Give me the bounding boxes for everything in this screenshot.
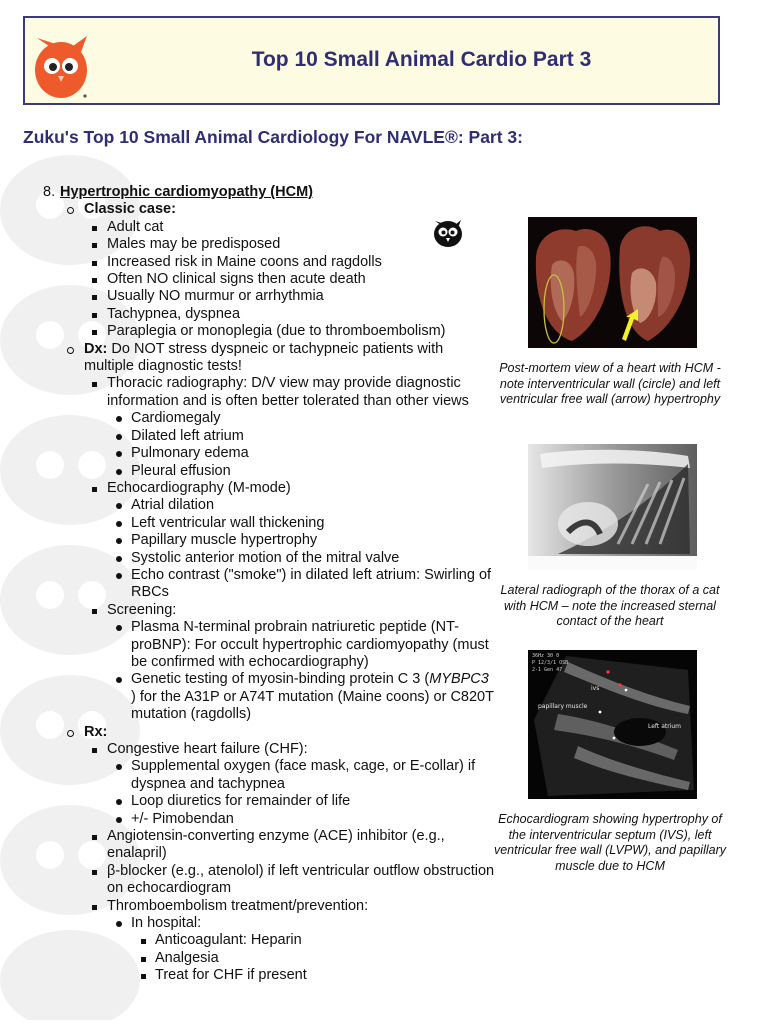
list-item: [0, 741, 495, 758]
list-item: [0, 375, 495, 410]
list-item-text: Echo contrast ("smoke") in dilated left atrium: Swirling of RBCs: [131, 566, 492, 601]
square-bullet-icon: [92, 487, 97, 492]
disc-bullet-icon: [116, 416, 122, 422]
list-item: [0, 758, 495, 793]
list-item: [0, 410, 495, 427]
disc-bullet-icon: [116, 451, 122, 457]
list-item: [0, 863, 495, 898]
square-bullet-icon: [141, 939, 146, 944]
disc-bullet-icon: [116, 764, 122, 770]
square-bullet-icon: [92, 382, 97, 387]
circle-bullet-icon: [67, 347, 74, 354]
list-item-text: In hospital:: [131, 915, 202, 932]
list-item-text: Left ventricular wall thickening: [131, 514, 325, 531]
disc-bullet-icon: [116, 921, 122, 927]
list-item-text: β-blocker (e.g., atenolol) if left ventricular outflow obstruction on echocardiogram: [107, 862, 495, 897]
list-item: [0, 932, 495, 949]
list-item: [0, 254, 495, 271]
list-item-text: Screening:: [107, 601, 177, 618]
list-item: [0, 602, 495, 619]
gene-name: MYBPC3: [429, 671, 489, 688]
list-item-text: Congestive heart failure (CHF):: [107, 741, 308, 757]
list-item: [0, 219, 495, 236]
list-item: [0, 497, 495, 514]
disc-bullet-icon: [116, 677, 122, 683]
disc-bullet-icon: [116, 538, 122, 544]
square-bullet-icon: [92, 609, 97, 614]
disc-bullet-icon: [116, 521, 122, 527]
svg-text:P 12/3/1 OSB: P 12/3/1 OSB: [532, 660, 569, 666]
square-bullet-icon: [92, 261, 97, 266]
list-item: [0, 201, 495, 218]
list-item: [0, 532, 495, 549]
list-item: [0, 515, 495, 532]
list-item-text: Loop diuretics for remainder of life: [131, 793, 351, 810]
echo-label-papillary: papillary muscle: [538, 703, 588, 710]
list-item-text: +/- Pimobendan: [131, 810, 234, 827]
list-item: [0, 184, 495, 201]
list-item: [0, 288, 495, 305]
disc-bullet-icon: [116, 469, 122, 475]
list-item: [0, 550, 495, 567]
disc-bullet-icon: [116, 573, 122, 579]
square-bullet-icon: [92, 295, 97, 300]
square-bullet-icon: [141, 974, 146, 979]
disc-bullet-icon: [116, 503, 122, 509]
circle-bullet-icon: [67, 207, 74, 214]
list-item-text: Dilated left atrium: [131, 427, 244, 444]
list-item: [0, 793, 495, 810]
square-bullet-icon: [92, 243, 97, 248]
list-item-text: Adult cat: [107, 218, 164, 235]
list-item-text: Supplemental oxygen (face mask, cage, or E-collar) if dyspnea and tachypnea: [131, 758, 476, 792]
list-item-text: Pulmonary edema: [131, 445, 249, 462]
list-item-text: Papillary muscle hypertrophy: [131, 532, 318, 549]
svg-text:2-1 Gen 47: 2-1 Gen 47: [532, 667, 563, 673]
dx-label: Dx:: [84, 340, 108, 357]
list-item-text: ) for the A31P or A74T mutation (Maine coons) or C820T mutation (ragdolls): [131, 688, 494, 723]
echocardiogram-image: [528, 650, 697, 799]
figure-caption-heart: Post-mortem view of a heart with HCM - note interventricular wall (circle) and left ventricular free wall (arrow) hypertrophy: [499, 361, 721, 406]
square-bullet-icon: [92, 748, 97, 753]
list-item: [0, 236, 495, 253]
section-heading: Zuku's Top 10 Small Animal Cardiology For NAVLE®: Part 3:: [23, 127, 523, 147]
svg-text:36Hz 30 0: 36Hz 30 0: [532, 653, 560, 659]
list-item: [0, 828, 495, 863]
list-number: 8.: [43, 184, 56, 200]
list-item: [0, 323, 495, 340]
list-item-text: Cardiomegaly: [131, 410, 221, 427]
disc-bullet-icon: [116, 434, 122, 440]
list-item-text: Atrial dilation: [131, 497, 215, 514]
hcm-title: Hypertrophic cardiomyopathy (HCM): [60, 184, 313, 200]
list-item: [0, 271, 495, 288]
list-item: [0, 306, 495, 323]
square-bullet-icon: [92, 870, 97, 875]
list-item: [0, 898, 495, 915]
square-bullet-icon: [92, 835, 97, 840]
page-header: [23, 16, 720, 105]
square-bullet-icon: [92, 226, 97, 231]
dx-text: Do NOT stress dyspneic or tachypneic patients with multiple diagnostic tests!: [84, 340, 444, 375]
classic-case-label: Classic case:: [84, 201, 176, 218]
list-item: [0, 671, 495, 723]
list-item: [0, 619, 495, 671]
list-item-text: Systolic anterior motion of the mitral valve: [131, 549, 400, 566]
list-item-text: Echocardiography (M-mode): [107, 479, 291, 496]
lateral-radiograph-image: [528, 444, 697, 570]
list-item: [0, 445, 495, 462]
square-bullet-icon: [92, 313, 97, 318]
list-item: [0, 428, 495, 445]
list-item-text: Treat for CHF if present: [155, 967, 307, 984]
disc-bullet-icon: [116, 556, 122, 562]
list-item-text: Thoracic radiography: D/V view may provide diagnostic information and is often better tolerated than other views: [107, 375, 469, 409]
rx-label: Rx:: [84, 723, 108, 740]
list-item: [0, 950, 495, 967]
list-item-text: Analgesia: [155, 949, 219, 966]
square-bullet-icon: [92, 278, 97, 283]
list-item: [0, 463, 495, 480]
circle-bullet-icon: [67, 730, 74, 737]
square-bullet-icon: [92, 905, 97, 910]
list-item-text: Genetic testing of myosin-binding protein C 3 (: [131, 671, 430, 688]
list-item-text: Increased risk in Maine coons and ragdolls: [107, 253, 382, 270]
list-item: [0, 567, 495, 602]
postmortem-heart-image: [528, 217, 697, 348]
echo-label-ivs: ivs: [591, 685, 600, 692]
list-item-text: Anticoagulant: Heparin: [155, 932, 302, 949]
list-item-text: Angiotensin-converting enzyme (ACE) inhibitor (e.g., enalapril): [107, 828, 445, 862]
square-bullet-icon: [141, 957, 146, 962]
echo-label-left-atrium: Left atrium: [648, 723, 682, 730]
list-item: [0, 341, 495, 376]
list-item: [0, 811, 495, 828]
list-item-text: Pleural effusion: [131, 462, 231, 479]
list-item: [0, 724, 495, 741]
list-item: [0, 967, 495, 984]
square-bullet-icon: [92, 330, 97, 335]
zuku-owl-logo-icon: [31, 26, 91, 100]
list-item-text: Often NO clinical signs then acute death: [107, 271, 366, 288]
figure-caption-radiograph: Lateral radiograph of the thorax of a cat with HCM – note the increased sternal contact of the heart: [500, 583, 720, 628]
list-item-text: Thromboembolism treatment/prevention:: [107, 897, 369, 914]
hcm-outline: [0, 184, 495, 985]
disc-bullet-icon: [116, 625, 122, 631]
list-item: [0, 915, 495, 932]
disc-bullet-icon: [116, 817, 122, 823]
list-item-text: Males may be predisposed: [107, 236, 281, 253]
list-item-text: Paraplegia or monoplegia (due to thromboembolism): [107, 323, 446, 340]
list-item-text: Tachypnea, dyspnea: [107, 305, 241, 322]
list-item-text: Usually NO murmur or arrhythmia: [107, 288, 324, 305]
page-title: Top 10 Small Animal Cardio Part 3: [251, 48, 592, 71]
list-item-text: Plasma N-terminal probrain natriuretic peptide (NT-proBNP): For occult hypertrophic cardiomyopathy (must be confirmed with echocardiography): [131, 619, 489, 670]
figure-caption-echocardiogram: Echocardiogram showing hypertrophy of the interventricular septum (IVS), left ventricular free wall (LVPW), and papillary muscle due to HCM: [493, 812, 727, 873]
list-item: [0, 480, 495, 497]
disc-bullet-icon: [116, 799, 122, 805]
